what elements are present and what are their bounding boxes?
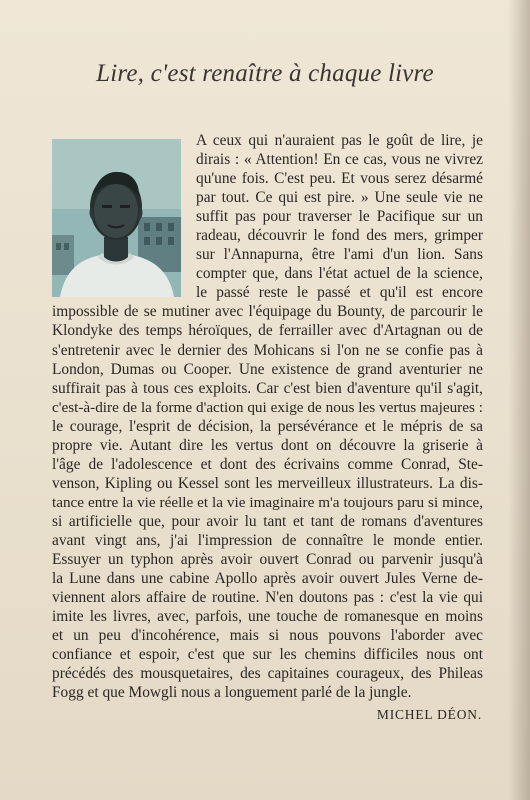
author-signature: MICHEL DÉON. bbox=[376, 707, 482, 722]
body-line: précédés des mousquetaires, des capitaines courageux, des Phileas bbox=[52, 665, 483, 683]
body-line: imite les livres, avec, parfois, une touche de romanesque en moins bbox=[52, 608, 483, 626]
body-line: et un peu d'incohérence, mais si nous pouvons l'aborder avec bbox=[52, 627, 483, 645]
body-line: le passé reste le passé et qu'il est encore bbox=[196, 284, 483, 302]
body-line: la Lune dans une cabine Apollo après avoir ouvert Jules Verne de- bbox=[52, 570, 483, 588]
page-title: Lire, c'est renaître à chaque livre bbox=[96, 60, 434, 87]
body-line: radeau, découvrir le fond des mers, grimper bbox=[196, 227, 483, 245]
body-line: Klondyke des temps héroïques, de ferrailler avec d'Artagnan ou de bbox=[52, 322, 483, 340]
body-line: s'entretenir avec le dernier des Mohicans si l'on ne se confie pas à bbox=[52, 341, 483, 359]
body-line: A ceux qui n'auraient pas le goût de lire, je bbox=[196, 132, 483, 149]
body-line: le courage, l'esprit de décision, la persévérance et le mépris de sa bbox=[52, 417, 483, 435]
body-line: sur l'Annapurna, être l'ami d'un lion. Sans bbox=[196, 246, 483, 264]
body-line: venson, Kipling ou Kessel sont les merveilleux illustrateurs. La dis- bbox=[52, 474, 483, 492]
body-line: avant vingt ans, j'ai l'impression de connaître le monde entier. bbox=[52, 531, 483, 549]
body-line: l'âge de l'adolescence et dont des écrivains comme Conrad, Ste- bbox=[52, 455, 483, 473]
body-line: Essuyer un typhon après avoir ouvert Conrad ou parvenir jusqu'à bbox=[52, 551, 483, 569]
body-text bbox=[52, 131, 483, 702]
body-line: London, Dumas ou Cooper. Une existence de grand aventurier ne bbox=[52, 360, 483, 378]
body-line: confiance et espoir, c'est que sur les chemins difficiles nous ont bbox=[52, 646, 483, 664]
body-line: suffirait pas à tous ces exploits. Car c'est bien d'aventure qu'il s'agit, bbox=[52, 379, 483, 397]
body-line: propre vie. Autant dire les vertus dont on découvre la griserie à bbox=[52, 436, 483, 454]
body-line: qu'une fois. C'est peu. Et vous serez désarmé bbox=[196, 170, 483, 188]
body-line: par tout. Ce qui est pire. » Une seule vie ne bbox=[196, 189, 483, 207]
body-line: c'est-à-dire de la forme d'action qui exige de nous les vertus majeures : bbox=[52, 398, 483, 416]
body-line: dirais : « Attention! En ce cas, vous ne vivrez bbox=[196, 151, 483, 169]
body-line: tance entre la vie réelle et la vie imaginaire m'a toujours paru si mince, bbox=[52, 493, 483, 511]
body-line: viennent alors affaire de routine. N'en doutons pas : c'est la vie qui bbox=[52, 589, 483, 607]
body-line: compter que, dans l'état actuel de la science, bbox=[196, 265, 483, 283]
body-line: Fogg et que Mowgli nous a longuement parlé de la jungle. bbox=[52, 684, 412, 702]
body-line: si artificielle que, pour avoir lu tant et tant de romans d'aventures bbox=[52, 512, 483, 530]
body-line: impossible de se mutiner avec l'équipage du Bounty, de parcourir le bbox=[52, 303, 483, 321]
body-line: suffit pas pour traverser le Pacifique sur un bbox=[196, 208, 483, 226]
